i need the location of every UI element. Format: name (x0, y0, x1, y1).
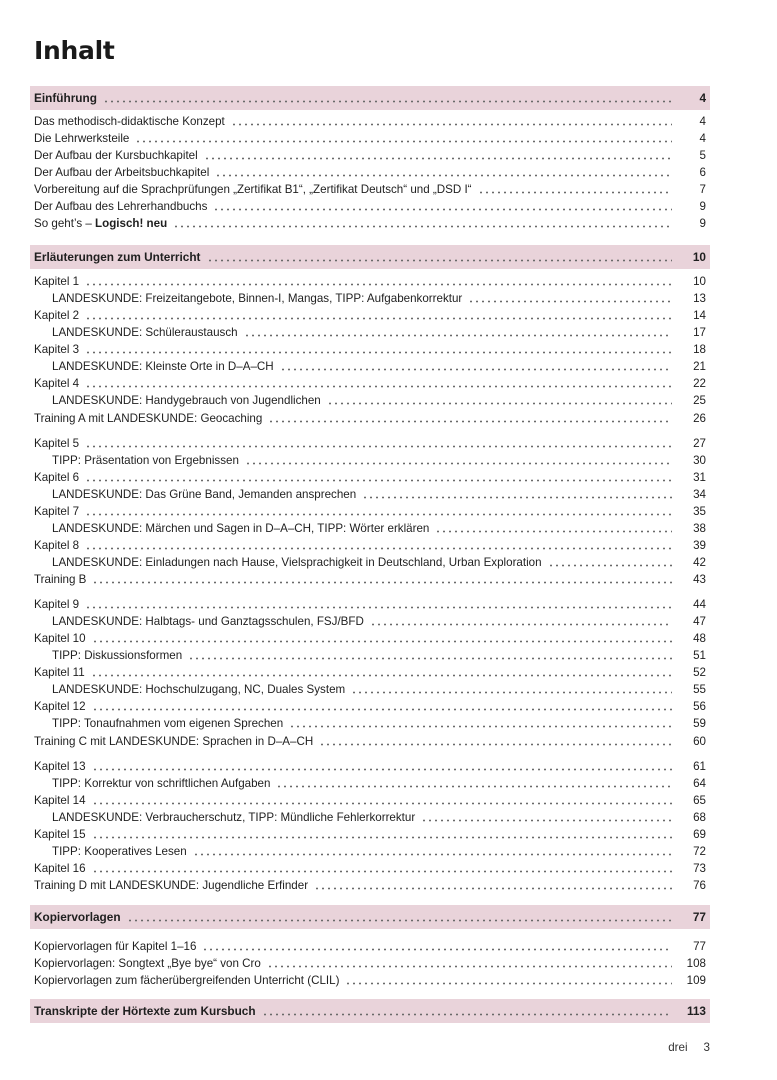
toc-entry-text: Der Aufbau der Kursbuchkapitel (34, 149, 198, 162)
leader-dots (92, 830, 672, 839)
toc-entry-text: Training B (34, 573, 87, 586)
toc-entry-page: 22 (693, 377, 706, 390)
toc-entry-text: Kapitel 14 (34, 794, 86, 807)
toc-entry-page: 6 (699, 166, 706, 179)
toc-entry (30, 877, 710, 894)
toc-entry (30, 630, 710, 647)
toc-entry-text: Vorbereitung auf die Sprachprüfungen „Zertifikat B1“, „Zertifikat Deutsch“ und „DSD I“ (34, 183, 472, 196)
toc-entry-label (34, 862, 86, 875)
toc-entry-page: 7 (699, 183, 706, 196)
toc-entry-label (52, 649, 182, 662)
toc-entry-page: 47 (693, 615, 706, 628)
leader-dots (92, 575, 672, 584)
toc-subentry (30, 452, 710, 469)
section-heading (30, 999, 710, 1023)
toc-entry-page: 56 (693, 700, 706, 713)
leader-dots (103, 94, 672, 103)
toc-entry-text: Training A mit LANDESKUNDE: Geocaching (34, 412, 263, 425)
toc-entry-text: Kapitel 4 (34, 377, 80, 390)
leader-dots (85, 507, 672, 516)
leader-dots (188, 651, 672, 660)
toc-entry (30, 860, 710, 877)
leader-dots (268, 414, 672, 423)
leader-dots (468, 294, 672, 303)
toc-entry-text: Kapitel 2 (34, 309, 80, 322)
toc-entry (30, 130, 710, 147)
toc-entry-text: Kapitel 9 (34, 598, 80, 611)
toc-entry (30, 307, 710, 324)
toc-entry (30, 792, 710, 809)
toc-entry-label (52, 556, 542, 569)
toc-entry (30, 147, 710, 164)
toc-entry-text: Training D mit LANDESKUNDE: Jugendliche Erfinder (34, 879, 309, 892)
leader-dots (85, 473, 672, 482)
leader-dots (213, 202, 672, 211)
toc-entry-label (34, 166, 209, 179)
toc-entry-page: 52 (693, 666, 706, 679)
toc-entry-page: 72 (693, 845, 706, 858)
toc-entry (30, 435, 710, 452)
toc-entry-page: 73 (693, 862, 706, 875)
leader-dots (244, 328, 672, 337)
toc-entry-text: LANDESKUNDE: Schüleraustausch (52, 326, 238, 339)
toc-entry-label (34, 974, 339, 987)
toc-entry-label (34, 200, 207, 213)
toc-entry-label (34, 957, 261, 970)
toc-entry-label (34, 760, 86, 773)
toc-entry-page: 48 (693, 632, 706, 645)
toc-entry-label (52, 615, 364, 628)
leader-dots (85, 541, 672, 550)
toc-entry-label (52, 845, 187, 858)
toc-entry-text: LANDESKUNDE: Märchen und Sagen in D–A–CH, TIPP: Wörter erklären (52, 522, 430, 535)
toc-entry-page: 68 (693, 811, 706, 824)
toc-entry-label (34, 573, 86, 586)
toc-entry-label (34, 437, 79, 450)
toc-entry-page: 30 (693, 454, 706, 467)
toc-subentry (30, 358, 710, 375)
toc-subentry (30, 290, 710, 307)
section-heading-page: 113 (686, 1004, 706, 1018)
toc-subentry (30, 775, 710, 792)
toc-entry (30, 164, 710, 181)
toc-entry-bold-text: Logisch! neu (95, 217, 168, 230)
toc-entry-page: 69 (693, 828, 706, 841)
toc-entry-label (52, 454, 239, 467)
leader-dots (92, 796, 672, 805)
toc-entry-page: 26 (693, 412, 706, 425)
toc-entry-text: LANDESKUNDE: Kleinste Orte in D–A–CH (52, 360, 274, 373)
toc-entry (30, 955, 710, 972)
leader-dots (215, 168, 672, 177)
toc-entry-label (34, 275, 79, 288)
toc-entry-page: 109 (686, 974, 706, 987)
leader-dots (207, 253, 673, 262)
toc-entry-page: 5 (699, 149, 706, 162)
toc-entry-text: Kapitel 5 (34, 437, 80, 450)
leader-dots (435, 524, 672, 533)
toc-entry-label (52, 488, 356, 501)
toc-entry-text: Kapitel 15 (34, 828, 86, 841)
toc-subentry (30, 647, 710, 664)
toc-entry-page: 60 (693, 735, 706, 748)
toc-subentry (30, 613, 710, 630)
toc-entry (30, 758, 710, 775)
toc-entry-label (34, 879, 308, 892)
toc-entry-text: LANDESKUNDE: Verbraucherschutz, TIPP: Mündliche Fehlerkorrektur (52, 811, 416, 824)
toc-entry-text: Kapitel 1 (34, 275, 80, 288)
toc-entry-page: 108 (686, 957, 706, 970)
section-heading-label: Einführung (34, 91, 97, 105)
section-heading-label: Erläuterungen zum Unterricht (34, 250, 201, 264)
section-heading (30, 245, 710, 269)
section-heading-page: 77 (692, 910, 706, 924)
toc-entry-text: Die Lehrwerksteile (34, 132, 130, 145)
toc-entry-text: Kopiervorlagen für Kapitel 1–16 (34, 940, 197, 953)
toc-entry-label (52, 717, 283, 730)
leader-dots (85, 311, 672, 320)
toc-entry-text: Kapitel 16 (34, 862, 86, 875)
toc-entry-label (52, 326, 238, 339)
toc-entry-label (52, 360, 274, 373)
toc-entry-text: Das methodisch-didaktische Konzept (34, 115, 225, 128)
toc-subentry (30, 809, 710, 826)
leader-dots (276, 779, 672, 788)
leader-dots (262, 1007, 672, 1016)
leader-dots (202, 942, 672, 951)
leader-dots (421, 813, 672, 822)
toc-entry-text: TIPP: Tonaufnahmen vom eigenen Sprechen (52, 717, 284, 730)
toc-entry-label (34, 343, 79, 356)
section-heading (30, 905, 710, 929)
toc-entry-label (52, 394, 321, 407)
leader-dots (327, 396, 672, 405)
toc-subentry (30, 520, 710, 537)
toc-entry-label (34, 700, 86, 713)
leader-dots (362, 490, 672, 499)
toc-entry-text: Der Aufbau des Lehrerhandbuchs (34, 200, 208, 213)
toc-entry-label (34, 377, 79, 390)
leader-dots (85, 439, 672, 448)
toc-entry (30, 537, 710, 554)
toc-entry (30, 571, 710, 588)
toc-entry-page: 21 (693, 360, 706, 373)
toc-entry-text: LANDESKUNDE: Freizeitangebote, Binnen-I, Mangas, TIPP: Aufgabenkorrektur (52, 292, 463, 305)
toc-entry-page: 44 (693, 598, 706, 611)
toc-entry-label (34, 183, 472, 196)
toc-subentry (30, 715, 710, 732)
toc-entry-page: 13 (693, 292, 706, 305)
toc-entry-page: 4 (699, 115, 706, 128)
toc-entry-label (52, 683, 345, 696)
toc-entry-page: 25 (693, 394, 706, 407)
toc-entry-page: 65 (693, 794, 706, 807)
toc-entry-label (52, 292, 462, 305)
toc-entry-text: Kapitel 7 (34, 505, 80, 518)
leader-dots (193, 847, 672, 856)
leader-dots (127, 913, 672, 922)
leader-dots (92, 634, 672, 643)
toc-entry-text: Kapitel 13 (34, 760, 86, 773)
toc-entry-page: 4 (699, 132, 706, 145)
toc-entry-page: 64 (693, 777, 706, 790)
toc-subentry (30, 681, 710, 698)
leader-dots (231, 117, 672, 126)
toc-entry-label (52, 522, 429, 535)
toc-entry-text: Training C mit LANDESKUNDE: Sprachen in D–A–CH (34, 735, 314, 748)
leader-dots (351, 685, 672, 694)
toc-entry-label (34, 309, 79, 322)
toc-entry (30, 733, 710, 750)
toc-entry-page: 18 (693, 343, 706, 356)
toc-entry-text: LANDESKUNDE: Einladungen nach Hause, Vielsprachigkeit in Deutschland, Urban Exploration (52, 556, 542, 569)
toc-entry (30, 375, 710, 392)
toc-subentry (30, 486, 710, 503)
toc-entry (30, 181, 710, 198)
page-number: 3 (703, 1041, 710, 1054)
toc-entry (30, 826, 710, 843)
toc-entry (30, 215, 710, 232)
toc-entry (30, 273, 710, 290)
leader-dots (280, 362, 672, 371)
toc-entry-page: 39 (693, 539, 706, 552)
toc-entry-page: 38 (693, 522, 706, 535)
toc-entry-label (34, 794, 86, 807)
toc-subentry (30, 843, 710, 860)
toc-entry (30, 596, 710, 613)
toc-entry (30, 113, 710, 130)
toc-entry (30, 341, 710, 358)
leader-dots (92, 864, 672, 873)
toc-entry-text: TIPP: Kooperatives Lesen (52, 845, 187, 858)
toc-entry-page: 42 (693, 556, 706, 569)
toc-entry-page: 9 (699, 217, 706, 230)
toc-entry-label (34, 412, 262, 425)
leader-dots (85, 277, 672, 286)
section-heading (30, 86, 710, 110)
section-heading-page: 10 (692, 250, 706, 264)
toc-entry-text: So geht’s – (34, 217, 96, 230)
section-heading-label: Kopiervorlagen (34, 910, 121, 924)
toc-subentry (30, 392, 710, 409)
toc-entry-text: Kapitel 12 (34, 700, 86, 713)
leader-dots (85, 345, 672, 354)
leader-dots (245, 456, 672, 465)
toc-entry-page: 27 (693, 437, 706, 450)
leader-dots (173, 219, 672, 228)
toc-entry-page: 77 (693, 940, 706, 953)
toc-entry-text: Kopiervorlagen zum fächerübergreifenden Unterricht (CLIL) (34, 974, 340, 987)
toc-entry-page: 31 (693, 471, 706, 484)
toc-entry-label (34, 632, 86, 645)
toc-entry-label (34, 217, 167, 230)
toc-entry-label (34, 598, 79, 611)
leader-dots (85, 600, 672, 609)
toc-entry-page: 10 (693, 275, 706, 288)
leader-dots (289, 719, 672, 728)
toc-entry (30, 664, 710, 681)
toc-entry-text: LANDESKUNDE: Hochschulzugang, NC, Duales System (52, 683, 346, 696)
leader-dots (267, 959, 672, 968)
leader-dots (345, 976, 672, 985)
toc-subentry (30, 554, 710, 571)
toc-entry-text: Kapitel 8 (34, 539, 80, 552)
toc-entry-text: LANDESKUNDE: Handygebrauch von Jugendlichen (52, 394, 321, 407)
toc-entry (30, 410, 710, 427)
toc-entry (30, 972, 710, 989)
toc-entry-label (34, 828, 86, 841)
toc-entry (30, 503, 710, 520)
toc-entry-text: Kapitel 6 (34, 471, 80, 484)
leader-dots (92, 762, 672, 771)
toc-entry-page: 14 (693, 309, 706, 322)
toc-entry (30, 698, 710, 715)
leader-dots (92, 702, 672, 711)
toc-entry (30, 938, 710, 955)
toc-entry-page: 34 (693, 488, 706, 501)
toc-entry-page: 35 (693, 505, 706, 518)
toc-entry-label (34, 115, 225, 128)
toc-entry-text: Kapitel 11 (34, 666, 85, 679)
toc-entry-page: 51 (693, 649, 706, 662)
toc-entry-label (34, 471, 79, 484)
toc-entry (30, 469, 710, 486)
toc-entry-page: 55 (693, 683, 706, 696)
toc-entry-page: 17 (693, 326, 706, 339)
leader-dots (478, 185, 672, 194)
leader-dots (91, 668, 672, 677)
toc-entry-page: 61 (693, 760, 706, 773)
leader-dots (204, 151, 672, 160)
toc-entry-text: Kapitel 10 (34, 632, 86, 645)
page-title: Inhalt (34, 36, 115, 65)
toc-entry-label (34, 505, 79, 518)
toc-entry-label (34, 735, 313, 748)
toc-entry-label (34, 940, 196, 953)
leader-dots (548, 558, 672, 567)
toc-entry-text: LANDESKUNDE: Das Grüne Band, Jemanden ansprechen (52, 488, 357, 501)
leader-dots (319, 737, 672, 746)
toc-entry-page: 59 (693, 717, 706, 730)
section-heading-label: Transkripte der Hörtexte zum Kursbuch (34, 1004, 256, 1018)
toc-entry-text: TIPP: Präsentation von Ergebnissen (52, 454, 239, 467)
toc-entry-text: TIPP: Diskussionsformen (52, 649, 183, 662)
toc-entry-label (34, 149, 198, 162)
leader-dots (370, 617, 672, 626)
toc-entry-page: 43 (693, 573, 706, 586)
toc-subentry (30, 324, 710, 341)
leader-dots (85, 379, 672, 388)
leader-dots (135, 134, 672, 143)
toc-entry-label (52, 777, 270, 790)
toc-entry-text: Kopiervorlagen: Songtext „Bye bye“ von Cro (34, 957, 261, 970)
page-number-word: drei (668, 1041, 688, 1054)
page-footer (640, 1041, 710, 1054)
leader-dots (314, 881, 672, 890)
toc-entry-text: TIPP: Korrektur von schriftlichen Aufgaben (52, 777, 271, 790)
section-heading-page: 4 (699, 91, 706, 105)
toc-entry-label (34, 539, 79, 552)
toc-entry-label (34, 666, 85, 679)
toc-entry (30, 198, 710, 215)
toc-entry-text: LANDESKUNDE: Halbtags- und Ganztagsschulen, FSJ/BFD (52, 615, 364, 628)
toc-entry-label (34, 132, 129, 145)
toc-entry-page: 76 (693, 879, 706, 892)
toc-entry-label (52, 811, 415, 824)
toc-entry-text: Der Aufbau der Arbeitsbuchkapitel (34, 166, 210, 179)
toc-entry-text: Kapitel 3 (34, 343, 80, 356)
toc-entry-page: 9 (699, 200, 706, 213)
